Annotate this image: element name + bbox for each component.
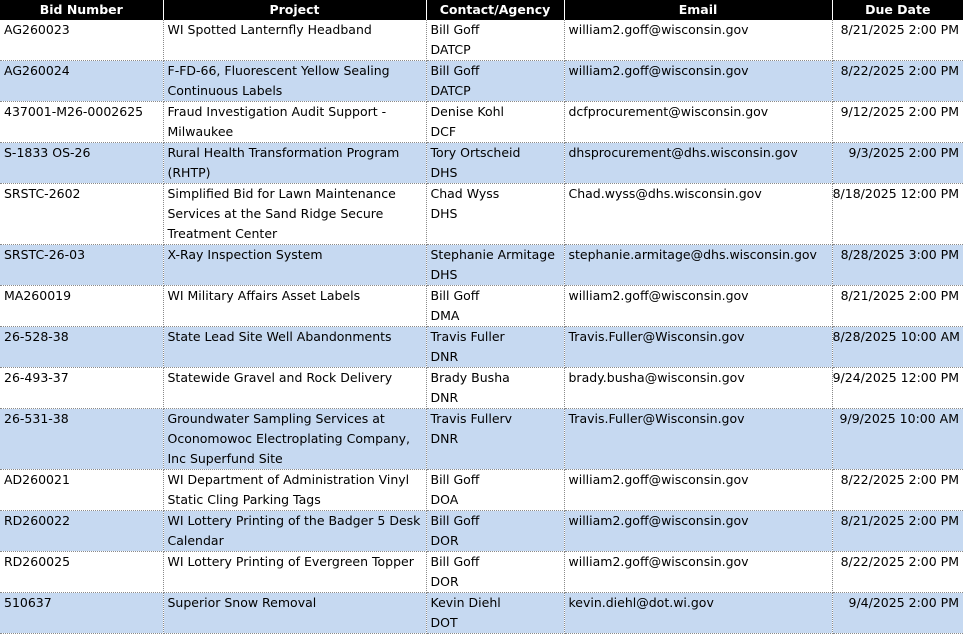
email-cell: kevin.diehl@dot.wi.gov (564, 593, 832, 634)
agency-name: DOA (430, 492, 459, 507)
email-cell: dhsprocurement@dhs.wisconsin.gov (564, 143, 832, 184)
agency-name: DMA (430, 308, 460, 323)
agency-name: DHS (430, 267, 458, 282)
bid-number-cell: SRSTC-2602 (0, 184, 163, 245)
agency-name: DNR (430, 390, 459, 405)
contact-agency-cell (426, 470, 564, 511)
contact-name: Stephanie Armitage (430, 247, 555, 262)
project-cell: Groundwater Sampling Services at Oconomowoc Electroplating Company, Inc Superfund Site (163, 409, 426, 470)
due-date-cell: 8/18/2025 12:00 PM (832, 184, 963, 245)
table-row (0, 20, 963, 61)
agency-name: DATCP (430, 83, 471, 98)
project-cell: Simplified Bid for Lawn Maintenance Services at the Sand Ridge Secure Treatment Center (163, 184, 426, 245)
table-row (0, 511, 963, 552)
agency-name: DHS (430, 165, 458, 180)
due-date-cell: 8/22/2025 2:00 PM (832, 61, 963, 102)
agency-name: DCF (430, 124, 457, 139)
project-cell: WI Lottery Printing of Evergreen Topper (163, 552, 426, 593)
email-cell: william2.goff@wisconsin.gov (564, 511, 832, 552)
table-row (0, 593, 963, 634)
project-cell: WI Department of Administration Vinyl Static Cling Parking Tags (163, 470, 426, 511)
due-date-cell: 8/21/2025 2:00 PM (832, 20, 963, 61)
header-contact-agency: Contact/Agency (426, 0, 564, 20)
bid-number-cell: AG260024 (0, 61, 163, 102)
bid-number-cell: MA260019 (0, 286, 163, 327)
contact-agency-cell (426, 327, 564, 368)
bid-number-cell: RD260022 (0, 511, 163, 552)
due-date-cell: 8/22/2025 2:00 PM (832, 552, 963, 593)
bid-number-cell: 510637 (0, 593, 163, 634)
contact-name: Bill Goff (430, 288, 480, 303)
contact-agency-cell (426, 552, 564, 593)
contact-name: Bill Goff (430, 22, 480, 37)
project-cell: Rural Health Transformation Program (RHTP) (163, 143, 426, 184)
table-row (0, 327, 963, 368)
email-cell: william2.goff@wisconsin.gov (564, 286, 832, 327)
bid-number-cell: 26-493-37 (0, 368, 163, 409)
bid-number-cell: 437001-M26-0002625 (0, 102, 163, 143)
contact-agency-cell (426, 20, 564, 61)
agency-name: DATCP (430, 42, 471, 57)
email-cell: william2.goff@wisconsin.gov (564, 61, 832, 102)
email-cell: william2.goff@wisconsin.gov (564, 470, 832, 511)
due-date-cell: 9/9/2025 10:00 AM (832, 409, 963, 470)
agency-name: DHS (430, 206, 458, 221)
contact-agency-cell (426, 368, 564, 409)
bid-number-cell: AD260021 (0, 470, 163, 511)
contact-name: Tory Ortscheid (430, 145, 521, 160)
email-cell: william2.goff@wisconsin.gov (564, 20, 832, 61)
contact-agency-cell (426, 409, 564, 470)
table-row (0, 552, 963, 593)
contact-agency-cell (426, 102, 564, 143)
header-email: Email (564, 0, 832, 20)
email-cell: Travis.Fuller@Wisconsin.gov (564, 327, 832, 368)
due-date-cell: 8/21/2025 2:00 PM (832, 511, 963, 552)
project-cell: WI Military Affairs Asset Labels (163, 286, 426, 327)
bid-number-cell: SRSTC-26-03 (0, 245, 163, 286)
contact-name: Bill Goff (430, 472, 480, 487)
contact-name: Bill Goff (430, 554, 480, 569)
agency-name: DNR (430, 431, 459, 446)
table-row (0, 143, 963, 184)
bid-number-cell: 26-531-38 (0, 409, 163, 470)
contact-agency-cell (426, 184, 564, 245)
due-date-cell: 9/12/2025 2:00 PM (832, 102, 963, 143)
agency-name: DOR (430, 574, 459, 589)
bid-number-cell: AG260023 (0, 20, 163, 61)
email-cell: Chad.wyss@dhs.wisconsin.gov (564, 184, 832, 245)
bid-number-cell: S-1833 OS-26 (0, 143, 163, 184)
contact-name: Travis Fullerv (430, 411, 513, 426)
contact-agency-cell (426, 511, 564, 552)
contact-name: Chad Wyss (430, 186, 500, 201)
contact-agency-cell (426, 286, 564, 327)
project-cell: State Lead Site Well Abandonments (163, 327, 426, 368)
project-cell: Statewide Gravel and Rock Delivery (163, 368, 426, 409)
table-row (0, 61, 963, 102)
email-cell: Travis.Fuller@Wisconsin.gov (564, 409, 832, 470)
project-cell: WI Spotted Lanternfly Headband (163, 20, 426, 61)
table-row (0, 184, 963, 245)
agency-name: DOR (430, 533, 459, 548)
due-date-cell: 8/22/2025 2:00 PM (832, 470, 963, 511)
project-cell: X-Ray Inspection System (163, 245, 426, 286)
due-date-cell: 8/21/2025 2:00 PM (832, 286, 963, 327)
contact-agency-cell (426, 61, 564, 102)
header-due-date: Due Date (832, 0, 963, 20)
contact-name: Kevin Diehl (430, 595, 501, 610)
email-cell: william2.goff@wisconsin.gov (564, 552, 832, 593)
due-date-cell: 9/4/2025 2:00 PM (832, 593, 963, 634)
contact-name: Travis Fuller (430, 329, 505, 344)
contact-name: Denise Kohl (430, 104, 505, 119)
agency-name: DNR (430, 349, 459, 364)
table-row (0, 286, 963, 327)
due-date-cell: 8/28/2025 3:00 PM (832, 245, 963, 286)
table-row (0, 409, 963, 470)
contact-name: Brady Busha (430, 370, 510, 385)
header-bid-number: Bid Number (0, 0, 163, 20)
due-date-cell: 9/3/2025 2:00 PM (832, 143, 963, 184)
due-date-cell: 9/24/2025 12:00 PM (832, 368, 963, 409)
table-row (0, 245, 963, 286)
project-cell: WI Lottery Printing of the Badger 5 Desk Calendar (163, 511, 426, 552)
header-project: Project (163, 0, 426, 20)
project-cell: Fraud Investigation Audit Support - Milwaukee (163, 102, 426, 143)
bid-number-cell: RD260025 (0, 552, 163, 593)
header-row (0, 0, 963, 20)
table-row (0, 102, 963, 143)
contact-agency-cell (426, 143, 564, 184)
contact-name: Bill Goff (430, 513, 480, 528)
contact-agency-cell (426, 245, 564, 286)
project-cell: F-FD-66, Fluorescent Yellow Sealing Continuous Labels (163, 61, 426, 102)
table-row (0, 470, 963, 511)
project-cell: Superior Snow Removal (163, 593, 426, 634)
table-row (0, 368, 963, 409)
contact-agency-cell (426, 593, 564, 634)
email-cell: dcfprocurement@wisconsin.gov (564, 102, 832, 143)
email-cell: stephanie.armitage@dhs.wisconsin.gov (564, 245, 832, 286)
contact-name: Bill Goff (430, 63, 480, 78)
email-cell: brady.busha@wisconsin.gov (564, 368, 832, 409)
agency-name: DOT (430, 615, 458, 630)
bid-number-cell: 26-528-38 (0, 327, 163, 368)
due-date-cell: 8/28/2025 10:00 AM (832, 327, 963, 368)
